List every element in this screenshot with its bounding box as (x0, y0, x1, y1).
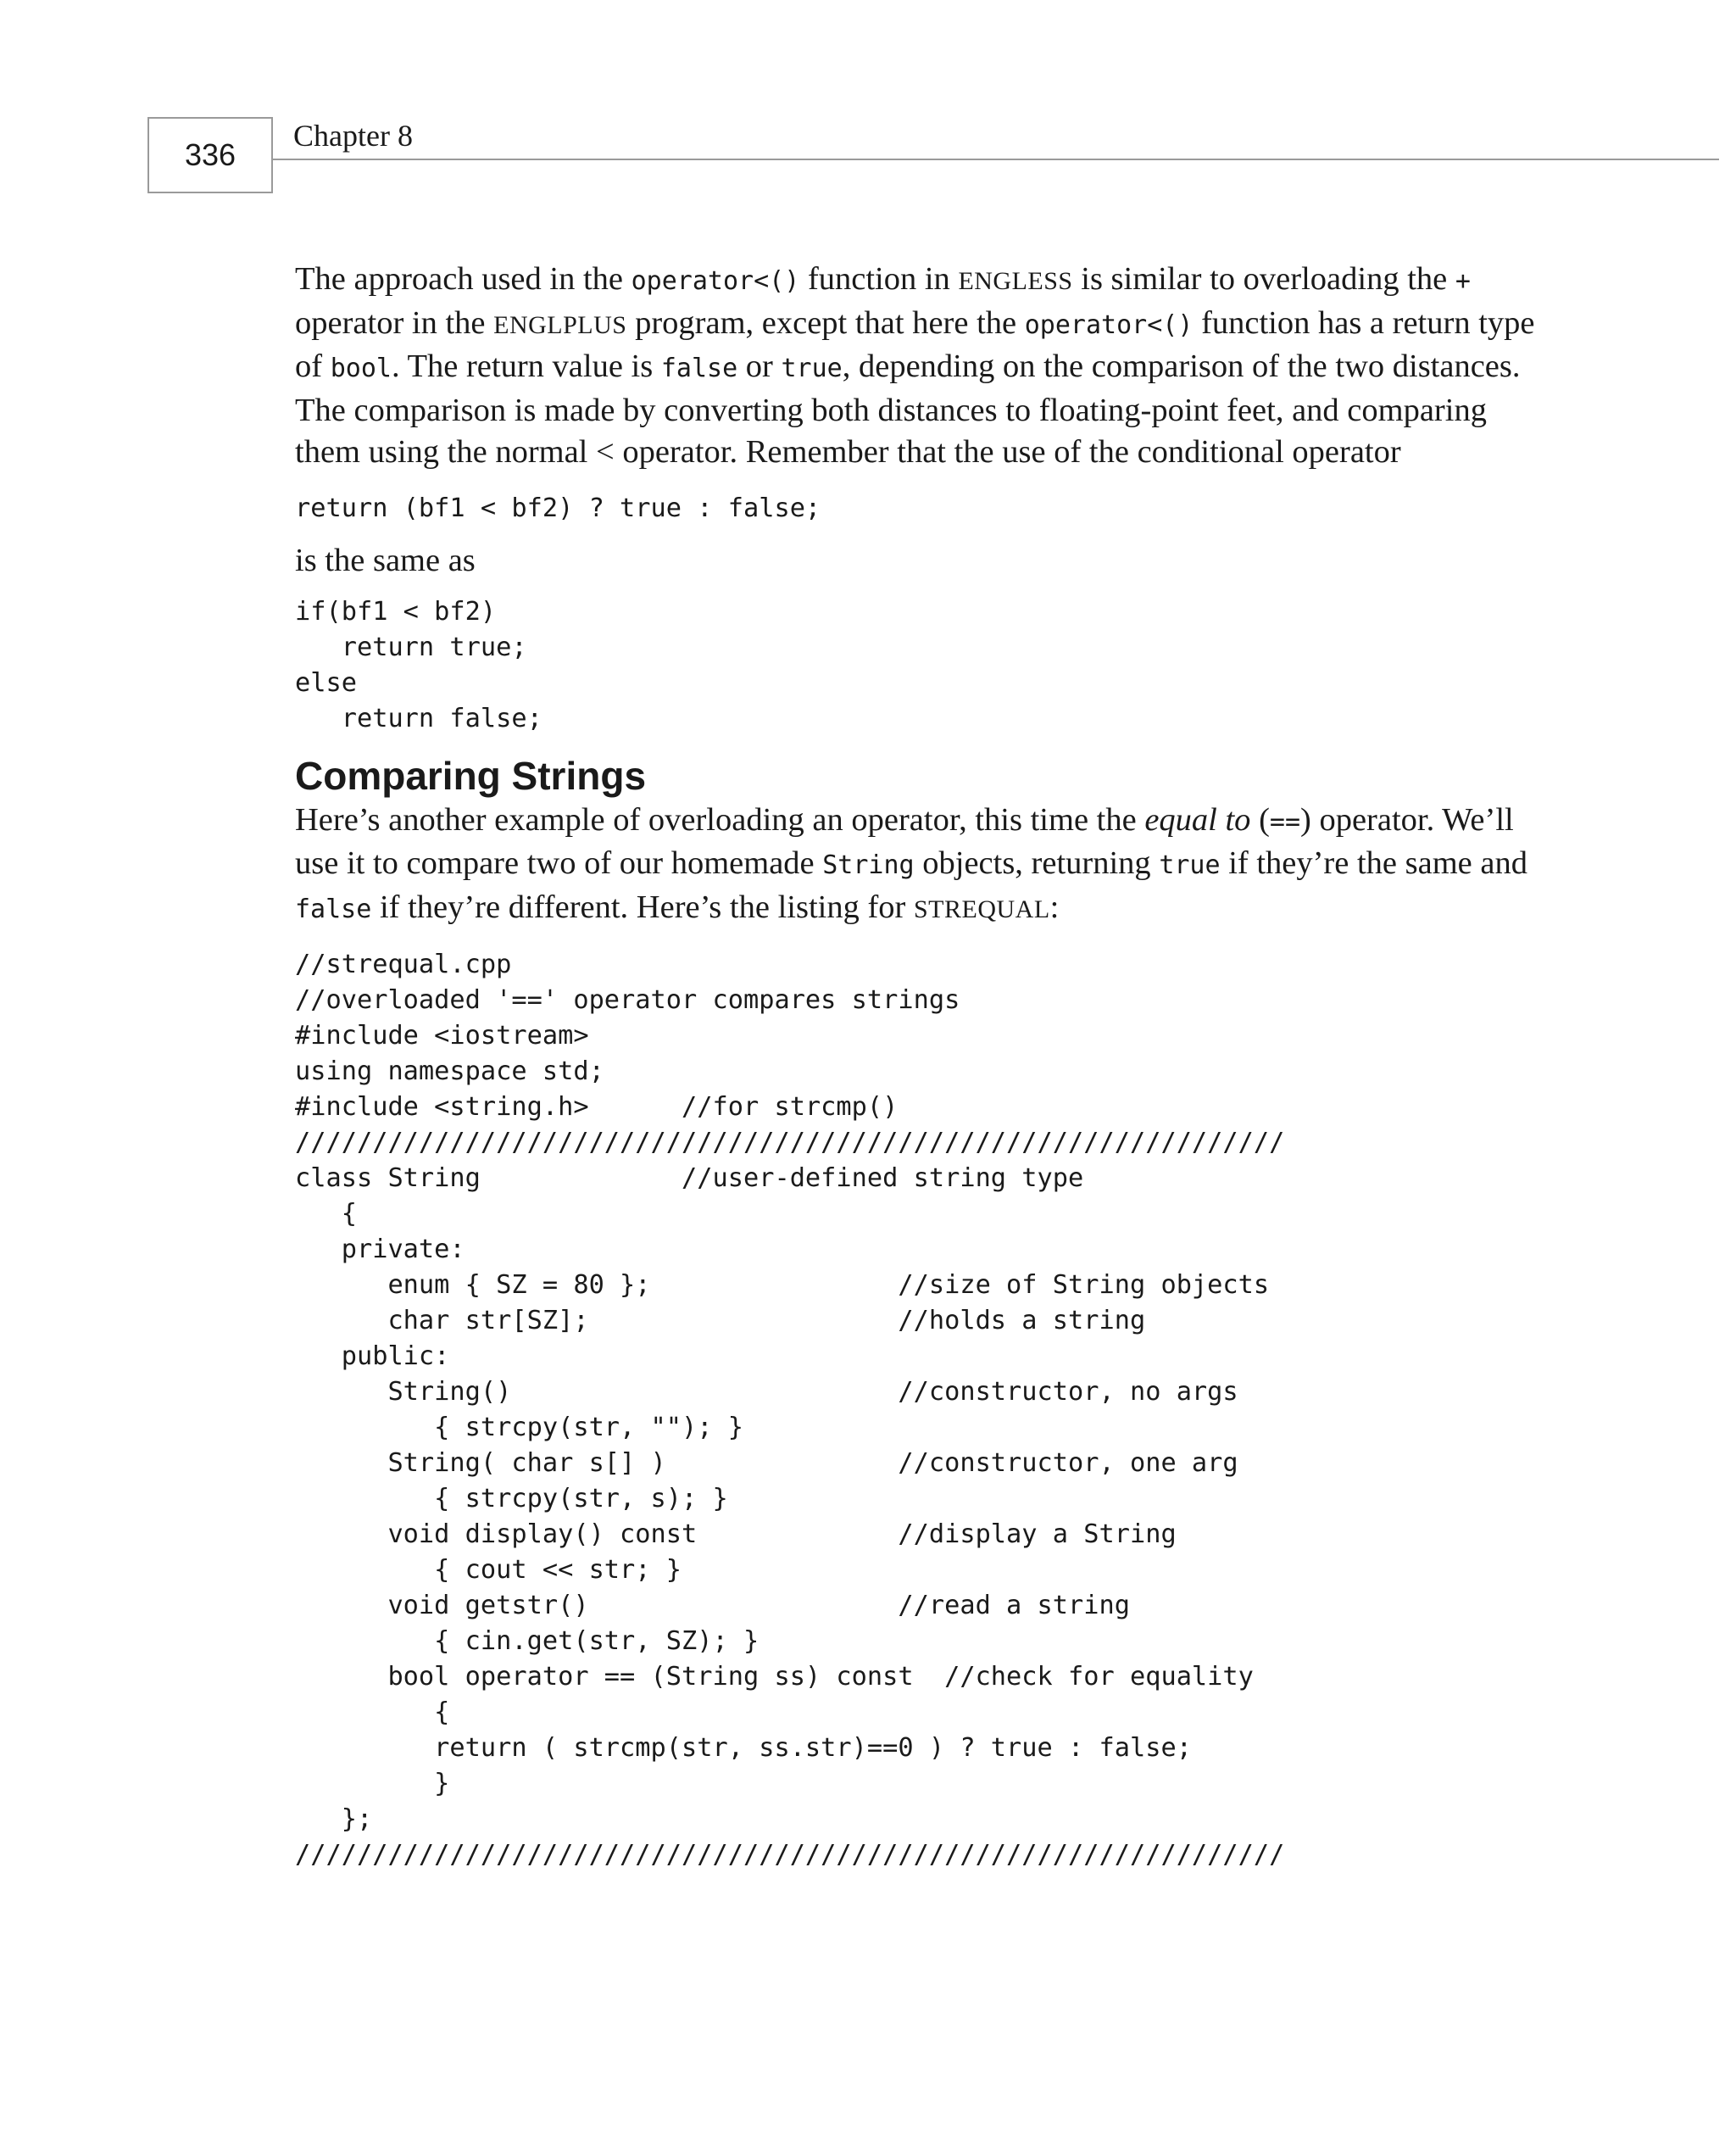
paragraph-3-line-3: false if they’re different. Here’s the listing for STREQUAL: (295, 889, 1060, 925)
inline-code: operator<() (631, 266, 800, 296)
section-heading: Comparing Strings (295, 753, 647, 798)
paragraph-1-line-5: them using the normal < operator. Remember that the use of the conditional operator (295, 434, 1401, 471)
page-content (295, 259, 1550, 1873)
inline-code: + (1455, 266, 1471, 296)
code-return-conditional: return (bf1 < bf2) ? true : false; (295, 493, 821, 523)
page-number (147, 117, 273, 193)
program-name: STREQUAL (913, 895, 1050, 923)
emphasis: equal to (1144, 801, 1251, 838)
paragraph-1-line-4: The comparison is made by converting both distances to floating-point feet, and comparing (295, 392, 1487, 428)
paragraph-1-line-1: The approach used in the operator<() function in ENGLESS is similar to overloading the + (295, 261, 1471, 297)
program-name: ENGLPLUS (493, 310, 627, 339)
paragraph-2: is the same as (295, 542, 476, 578)
inline-code: false (295, 894, 372, 924)
inline-code: true (1159, 850, 1221, 881)
paragraph-3-line-1: Here’s another example of overloading an operator, this time the equal to (==) operator. We’ll (295, 801, 1514, 838)
inline-code: bool (330, 354, 392, 384)
chapter-title: Chapter 8 (293, 119, 413, 153)
inline-code: == (1269, 806, 1301, 837)
paragraph-3-line-2: use it to compare two of our homemade String objects, returning true if they’re the same and (295, 845, 1527, 882)
inline-code: false (660, 354, 738, 384)
page-number-text: 336 (184, 137, 236, 172)
inline-code: operator<() (1024, 309, 1194, 340)
code-listing-strequal: //strequal.cpp //overloaded '==' operator compares strings #include <iostream> using namespace std; #include <string.h> //for strcmp() //////////////////////////////////////////////////////////////// class String //user-defined string type { private: enum { SZ = 80 }; //size of String objects char str[SZ]; //holds a string public: String() //constructor, no args { strcpy(str, ""); } String( char s[] ) //constructor, one arg { strcpy(str, s); } void display() const //display a String { cout << str; } void getstr() //read a string { cin.get(str, SZ); } bool operator == (String ss) const //check for equality { return ( strcmp(str, ss.str)==0 ) ? true : false; } }; //////////////////////////////////////////////////////////////// (295, 950, 1285, 1870)
header-rule (273, 159, 1719, 160)
inline-code: String (822, 850, 915, 881)
program-name: ENGLESS (958, 267, 1073, 295)
paragraph-1-line-3: of bool. The return value is false or true, depending on the comparison of the two distances. (295, 348, 1521, 385)
paragraph-1-line-2: operator in the ENGLPLUS program, except that here the operator<() function has a return type (295, 304, 1535, 341)
code-if-else: if(bf1 < bf2) return true; else return false; (295, 596, 542, 733)
inline-code: true (781, 354, 843, 384)
